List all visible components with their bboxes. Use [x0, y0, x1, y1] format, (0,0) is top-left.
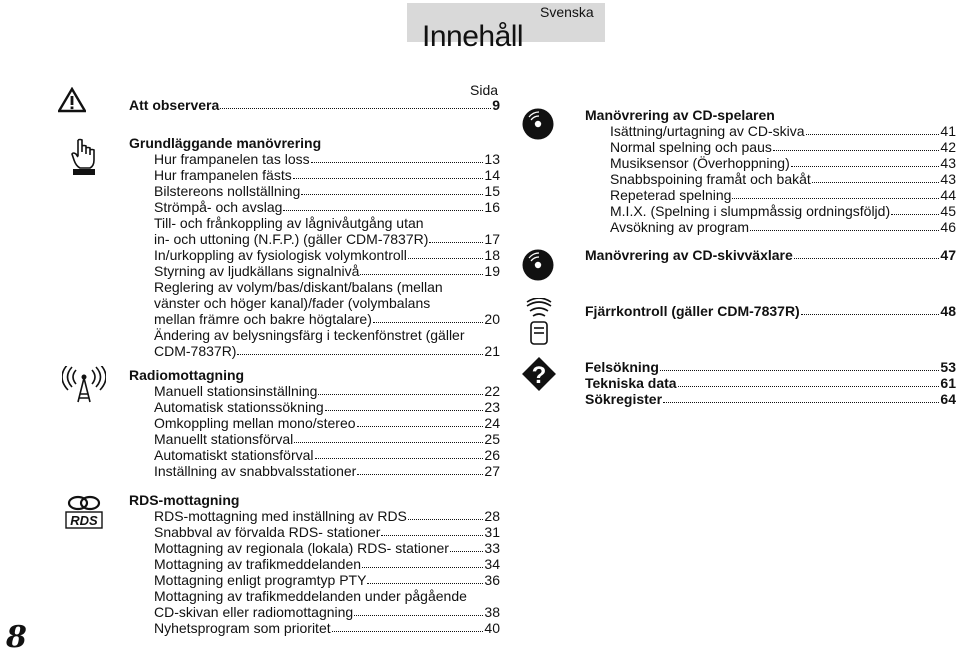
rds-logo-text: RDS: [70, 513, 98, 528]
toc-entry[interactable]: Tekniska data 61: [585, 375, 956, 391]
toc-entry[interactable]: Mottagning av trafikmeddelanden 34: [154, 556, 500, 572]
cd-disc-icon: [521, 107, 555, 141]
toc-entry[interactable]: Strömpå- och avslag 16: [154, 199, 500, 215]
toc-entry[interactable]: Styrning av ljudkällans signalnivå 19: [154, 263, 500, 279]
toc-entry[interactable]: Mottagning enligt programtyp PTY 36: [154, 572, 500, 588]
section-att-observera: [129, 97, 500, 113]
toc-entry[interactable]: Ändering av belysningsfärg i teckenfönstret (gäller CDM-7837R) 21: [154, 327, 500, 359]
toc-entry[interactable]: Manövrering av CD-skivväxlare 47: [585, 247, 956, 263]
section-grundlaggande: [129, 135, 500, 359]
section-cd-skivvaxlare: [585, 247, 956, 263]
page-column-label: Sida: [470, 82, 499, 98]
toc-entry[interactable]: Manuell stationsinställning 22: [154, 383, 500, 399]
toc-entry[interactable]: Snabbval av förvalda RDS- stationer 31: [154, 524, 500, 540]
section-cd-spelaren: [585, 107, 956, 235]
toc-entry[interactable]: Till- och frånkoppling av lågnivåutgång utan in- och uttoning (N.F.P.) (gäller CDM-7837R) 17: [154, 215, 500, 247]
section-title: Grundläggande manövrering: [129, 135, 322, 151]
toc-entry[interactable]: Manuellt stationsförval 25: [154, 431, 500, 447]
toc-entry[interactable]: Snabbspoining framåt och bakåt 43: [610, 171, 956, 187]
section-rds-mottagning: [129, 492, 500, 636]
toc-entry[interactable]: Repeterad spelning 44: [610, 187, 956, 203]
hand-pointer-icon: [70, 138, 98, 176]
page-number: 8: [6, 620, 27, 655]
section-radiomottagning: [129, 367, 500, 479]
rds-logo-icon: [64, 494, 104, 530]
page-title: Innehåll: [422, 20, 524, 53]
toc-entry[interactable]: Inställning av snabbvalsstationer 27: [154, 463, 500, 479]
toc-entry[interactable]: Musiksensor (Överhoppning) 43: [610, 155, 956, 171]
toc-entry[interactable]: Fjärrkontroll (gäller CDM-7837R) 48: [585, 303, 956, 319]
toc-entry[interactable]: Normal spelning och paus 42: [610, 139, 956, 155]
svg-text:?: ?: [531, 362, 547, 389]
section-fjarrkontroll: [585, 303, 956, 319]
toc-entry[interactable]: Bilstereons nollställning 15: [154, 183, 500, 199]
section-title: Radiomottagning: [129, 367, 245, 383]
toc-entry[interactable]: Hur frampanelen tas loss 13: [154, 151, 500, 167]
toc-entry[interactable]: In/urkoppling av fysiologisk volymkontroll 18: [154, 247, 500, 263]
remote-control-icon: [522, 298, 556, 348]
toc-entry[interactable]: [129, 97, 500, 113]
toc-entry[interactable]: Isättning/urtagning av CD-skiva 41: [610, 123, 956, 139]
toc-entry[interactable]: Automatiskt stationsförval 26: [154, 447, 500, 463]
toc-entry[interactable]: Mottagning av trafikmeddelanden under pågående CD-skivan eller radiomottagning 38: [154, 588, 500, 620]
section-ovrigt: [585, 359, 956, 407]
toc-entry[interactable]: Felsökning 53: [585, 359, 956, 375]
page-ref: 9: [492, 97, 500, 113]
language-label: Svenska: [540, 4, 594, 20]
toc-entry[interactable]: RDS-mottagning med inställning av RDS 28: [154, 508, 500, 524]
toc-entry[interactable]: Hur frampanelen fästs 14: [154, 167, 500, 183]
toc-entry[interactable]: Nyhetsprogram som prioritet 40: [154, 620, 500, 636]
toc-entry[interactable]: Reglering av volym/bas/diskant/balans (mellan vänster och höger kanal)/fader (volymbalans mellan främre och bakre högtalare) 20: [154, 279, 500, 327]
cd-changer-icon: [521, 248, 555, 282]
help-question-icon: [521, 356, 557, 392]
toc-entry[interactable]: M.I.X. (Spelning i slumpmåssig ordningsföljd) 45: [610, 203, 956, 219]
radio-antenna-icon: [62, 366, 106, 404]
toc-entry[interactable]: Sökregister 64: [585, 391, 956, 407]
section-title: Manövrering av CD-spelaren: [585, 107, 775, 123]
section-title: RDS-mottagning: [129, 492, 240, 508]
toc-entry[interactable]: Mottagning av regionala (lokala) RDS- stationer 33: [154, 540, 500, 556]
section-title: Att observera: [129, 97, 220, 113]
toc-entry[interactable]: Avsökning av program 46: [610, 219, 956, 235]
toc-entry[interactable]: Automatisk stationssökning 23: [154, 399, 500, 415]
warning-icon: [58, 87, 86, 113]
toc-entry[interactable]: Omkoppling mellan mono/stereo 24: [154, 415, 500, 431]
